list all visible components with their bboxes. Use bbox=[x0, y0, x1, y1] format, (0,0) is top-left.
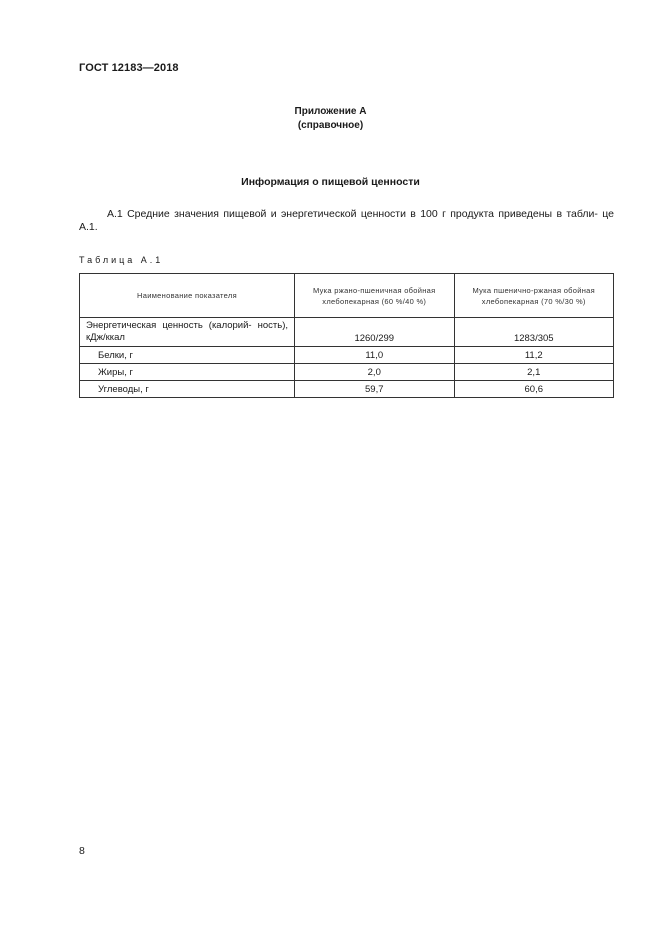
section-heading: Информация о пищевой ценности bbox=[241, 176, 420, 188]
table-cell-name: Белки, г bbox=[80, 347, 295, 364]
table-row bbox=[80, 381, 614, 398]
table-header-row bbox=[80, 274, 614, 318]
table-caption: Таблица А.1 bbox=[79, 255, 164, 265]
paragraph-text: А.1 Средние значения пищевой и энергетической ценности в 100 г продукта приведены в табли- це А.1. bbox=[79, 208, 614, 233]
annex-subtitle: (справочное) bbox=[297, 120, 364, 131]
table-row bbox=[80, 364, 614, 381]
page-number: 8 bbox=[79, 845, 85, 857]
table-cell-value: 11,2 bbox=[454, 347, 614, 364]
table-header-cell: Мука ржано-пшеничная обойная хлебопекарная (60 %/40 %) bbox=[295, 274, 455, 318]
standard-number: ГОСТ 12183—2018 bbox=[79, 62, 179, 74]
nutrition-table bbox=[79, 273, 614, 398]
table-cell-value: 11,0 bbox=[295, 347, 455, 364]
annex-title: Приложение А bbox=[294, 106, 367, 117]
paragraph bbox=[79, 208, 614, 234]
table-cell-value: 60,6 bbox=[454, 381, 614, 398]
table-cell-value: 1260/299 bbox=[295, 318, 455, 347]
table-row bbox=[80, 347, 614, 364]
table-cell-value: 2,1 bbox=[454, 364, 614, 381]
table-cell-name: Энергетическая ценность (калорий- ность), кДж/ккал bbox=[80, 318, 295, 347]
table-cell-value: 2,0 bbox=[295, 364, 455, 381]
table-header-cell: Мука пшенично-ржаная обойная хлебопекарная (70 %/30 %) bbox=[454, 274, 614, 318]
table-row bbox=[80, 318, 614, 347]
table-cell-name: Жиры, г bbox=[80, 364, 295, 381]
table-cell-value: 1283/305 bbox=[454, 318, 614, 347]
table-cell-value: 59,7 bbox=[295, 381, 455, 398]
table-header-cell: Наименование показателя bbox=[80, 274, 295, 318]
table-cell-name: Углеводы, г bbox=[80, 381, 295, 398]
